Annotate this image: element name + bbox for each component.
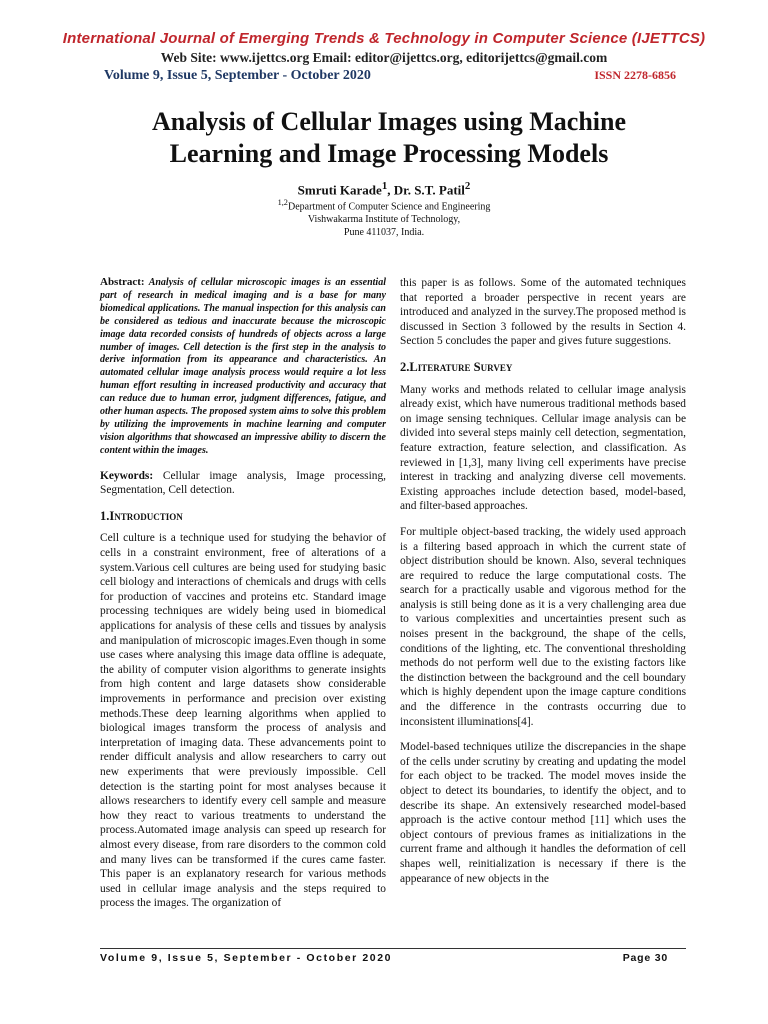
abstract-label: Abstract:: [100, 276, 145, 288]
left-column: [100, 276, 386, 922]
journal-website: Web Site: www.ijettcs.org Email: editor@ijettcs.org, editorijettcs@gmail.com: [160, 50, 608, 65]
affiliation-sup: 1,2: [277, 198, 288, 207]
section-heading-literature-survey: 2.Literature Survey: [400, 359, 513, 374]
author-1: Smruti Karade: [297, 182, 382, 198]
footer-volume: Volume 9, Issue 5, September - October 2020: [100, 952, 393, 964]
literature-paragraph-2: For multiple object-based tracking, the widely used approach is a filtering based approach in which the current state of object distribution should be known. Also, several techniques are required to reduce the large computational costs. The search for a practically usable and vigorous method for the analysis is still being done as it is a very challenging area due to various complexities and uncertainties present such as noises present in the background, the shape of the cells, conditions of the lighting, etc. The conventional thresholding methods do not perform well due to the existing factors like the distinction between the background and the cell boundary which is highly dependent upon the image capture conditions and the difference in the contrasts occurring due to inconsistent illuminations[4].: [400, 525, 686, 728]
keywords-label: Keywords:: [100, 469, 154, 482]
literature-paragraph-3: Model-based techniques utilize the discrepancies in the shape of the cells under scrutiny by creating and updating the model for each object to be tracked. The model moves inside the object to detect its boundaries, to identify the object, and to describe its shape. An extensively researched model-based approach is the active contour method [11] which uses the object contours of previous frames as initializations in the current frame and although it handles the deformation of cell shapes well, reinitialization is necessary if there is the appearance of new objects in the: [400, 741, 686, 885]
issn: ISSN 2278-6856: [594, 68, 676, 82]
introduction-text: Cell culture is a technique used for studying the behavior of cells in a constraint environment, free of alterations of a system.Various cell cultures are being used for studying basic cell biology and interactions of chemicals and drugs with cells for production of vaccines and proteins etc. Standard image processing techniques are widely being used in biomedical applications for analysis of these cells and tissues by analysis and manipulation of microscopic images.Even though in some use cases where analysing this image data offline is adequate, the ability of computer vision algorithms to generate insights from high content and large datasets show considerable improvements in performance and precision over existing methods.These deep learning algorithms when applied to biological images transform the process of analysis and interpretation of imaging data. These advancements point to render difficult analysis and allow researchers to carry out new experiments that were previously impossible. Cell detection is the starting point for most analyses because it allows researchers to identify every cell sample and measure how they react to various treatments to understand the process.Automated image analysis can speed up research for almost every disease, from rare disorders to the common cold and many lives can be transformed if the cures came faster. This paper is an explanatory research for various methods used in cellular image analysis and the steps required to process the images. The organization of: [100, 532, 386, 910]
affiliation-dept: Department of Computer Science and Engineering: [287, 201, 491, 213]
section-heading-introduction: 1.Introduction: [100, 508, 183, 523]
author-2-sup: 2: [464, 180, 471, 192]
literature-paragraph-1: Many works and methods related to cellular image analysis already exist, which have numerous traditional methods based on image sensing techniques. Cellular image analysis can be divided into several steps mainly cell detection, segmentation, feature extraction, feature selection, and classification. As reviewed in [1,3], many living cell experiments have precise interest in tracking and analyzing diverse cell movements. Existing approaches include detection based, model-based, and filter-based approaches.: [400, 383, 686, 513]
affiliation-city: Pune 411037, India.: [343, 227, 425, 239]
author-2: , Dr. S.T. Patil: [387, 182, 465, 198]
author-1-sup: 1: [381, 180, 388, 192]
keywords: [100, 469, 386, 498]
paper-title: Analysis of Cellular Images using Machine Learning and Image Processing Models: [151, 107, 627, 168]
affiliation-institute: Vishwakarma Institute of Technology,: [307, 214, 461, 226]
page-number: Page 30: [622, 952, 668, 964]
affiliation: [0, 196, 768, 239]
right-column: [400, 276, 686, 897]
abstract-text: Analysis of cellular microscopic images is an essential part of research in medical imaging and is a base for many biomedical applications. The manual inspection for this analysis can be considered as tedious and inaccurate because the microscopic image data recorded consists of hundreds of objects across a large number of images. Cell detection is the first step in the analysis to derive information from its appearance and characteristics. An automated cellular image analysis process would require a lot less human effort resulting in increased productivity and accuracy that can reduce due to human error, judgment differences, fatigue, and other human aspects. The proposed system aims to solve this problem by utilizing the improvements in machine learning and computer vision algorithms that showcased an impressive ability to discern the content within the images.: [100, 277, 386, 456]
volume-info: Volume 9, Issue 5, September - October 2020: [104, 68, 371, 83]
abstract: [100, 276, 386, 458]
journal-name: International Journal of Emerging Trends & Technology in Computer Science (IJETTCS): [62, 30, 706, 47]
footer-divider: [100, 948, 686, 949]
keywords-text: Cellular image analysis, Image processing, Segmentation, Cell detection.: [100, 469, 386, 497]
introduction-continued: this paper is as follows. Some of the automated techniques that reported a broader perspective in recent years are introduced and analyzed in the survey.The proposed method is discussed in Section 3 followed by the results in Section 4. Section 5 concludes the paper and gives future suggestions.: [400, 277, 686, 348]
